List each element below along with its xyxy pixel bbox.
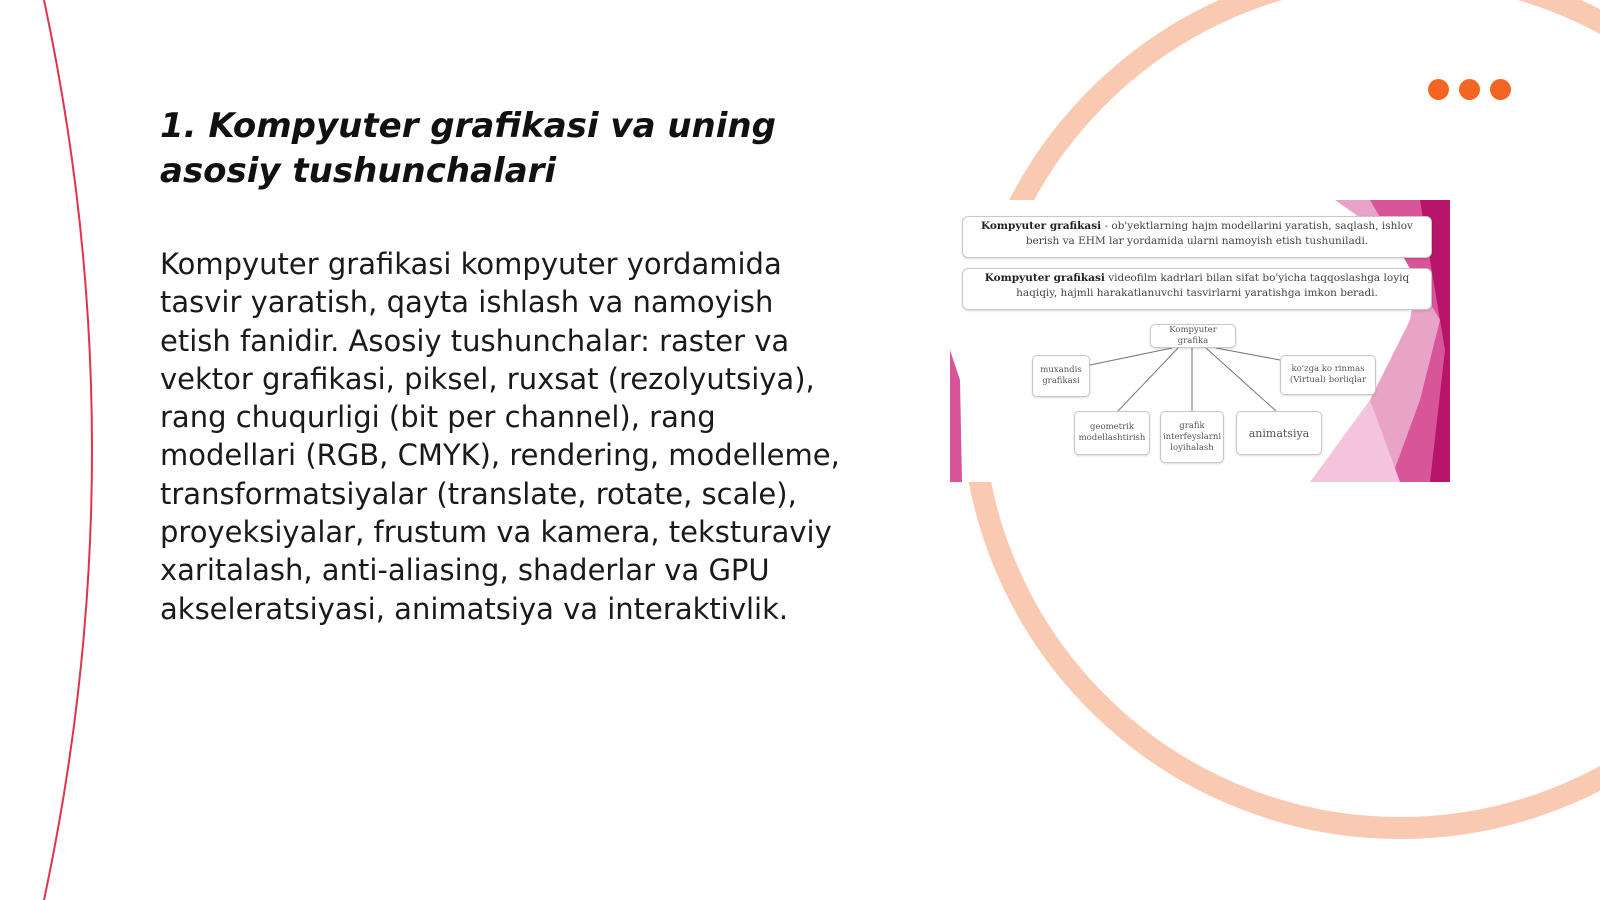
definition-term: Kompyuter grafikasi: [984, 272, 1105, 284]
diagram-node: muxandis grafikasi: [1032, 355, 1090, 397]
slide-body-text: Kompyuter grafikasi kompyuter yordamida tasvir yaratish, qayta ishlash va namoyish etish fanidir. Asosiy tushunchalar: raster va vektor grafikasi, piksel, ruxsat (rezolyutsiya), rang chuqurligi (bit per channel), rang modellari (RGB, CMYK), rendering, modelleme, transformatsiyalar (translate, rotate, scale), proyeksiyalar, frustum va kamera, teksturaviy xaritalash, anti-aliasing, shaderlar va GPU akseleratsiyasi, animatsiya va interaktivlik.: [160, 247, 840, 626]
concept-diagram-image: [950, 200, 1450, 482]
definition-text: - ob'yektlarning hajm modellarini yaratish, saqlash, ishlov berish va EHM lar yordamida ularni namoyish etish tushuniladi.: [1025, 220, 1413, 247]
connector-line: [1216, 348, 1280, 360]
definition-text: videofilm kadrlari bilan sifat bo'yicha taqqoslashga loyiq haqiqiy, hajmli harakatlanuvchi tasvirlarni yaratishga imkon beradi.: [1016, 272, 1410, 299]
dots-menu-decoration: [1428, 79, 1511, 100]
slide-title: 1. Kompyuter grafikasi va uning asosiy tushunchalari: [160, 106, 776, 191]
accent-dot: [1459, 79, 1480, 100]
diagram-node-root: Kompyuter grafika: [1150, 324, 1236, 348]
decorative-left-curve: [44, 0, 92, 900]
diagram-node: geometrik modellashtirish: [1074, 411, 1150, 455]
diagram-node: ko'zga ko rinmas (Virtual) borliqlar: [1280, 355, 1376, 395]
accent-dot: [1490, 79, 1511, 100]
diagram-node: animatsiya: [1236, 411, 1322, 455]
connector-line: [1090, 348, 1172, 365]
diagram-node: grafik interfeyslarni loyihalash: [1160, 411, 1224, 463]
definition-term: Kompyuter grafikasi: [981, 220, 1102, 232]
accent-dot: [1428, 79, 1449, 100]
